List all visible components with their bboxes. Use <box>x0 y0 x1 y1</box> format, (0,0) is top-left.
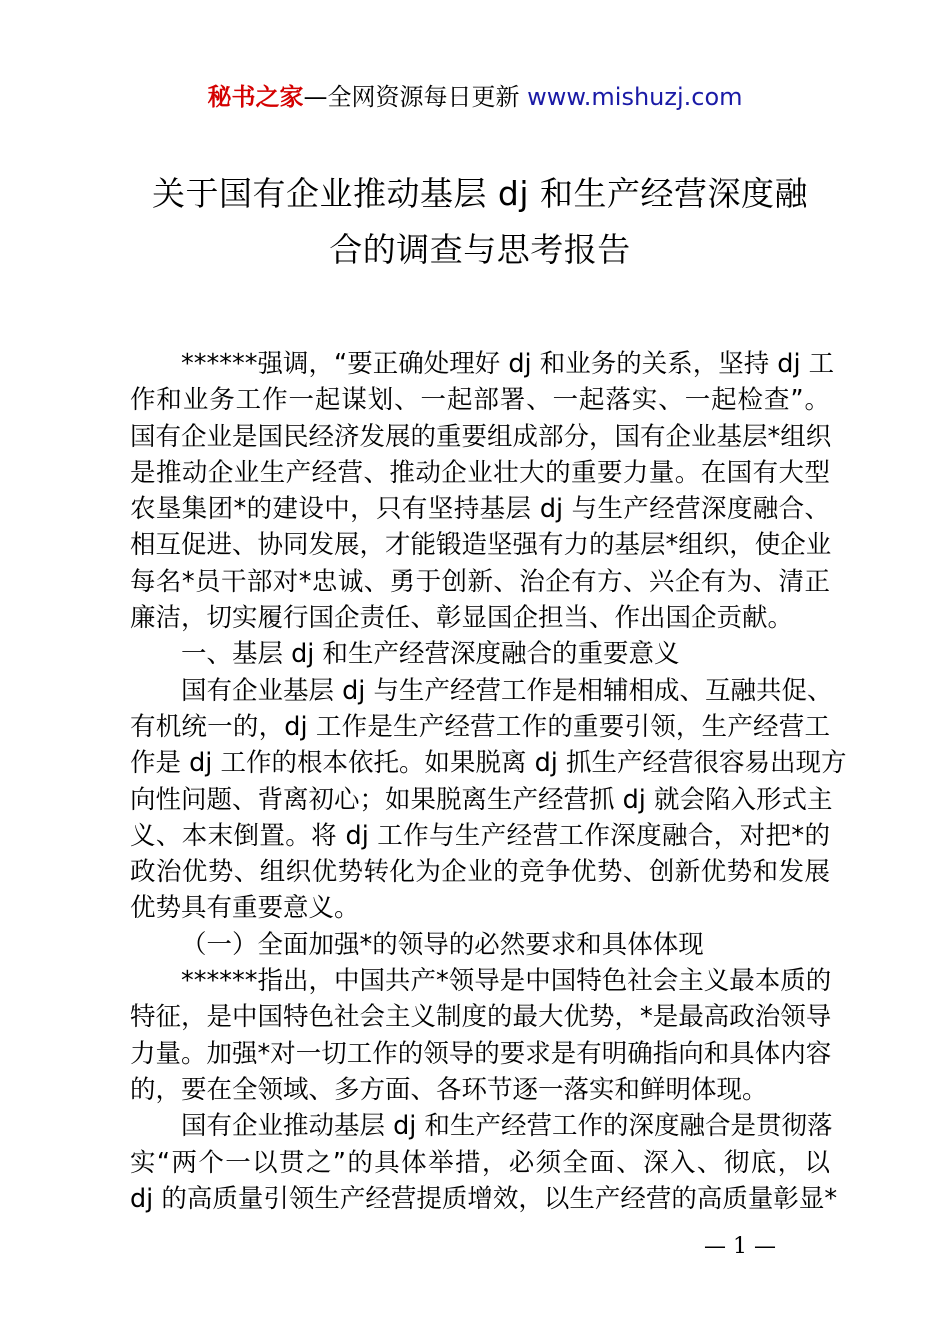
text-line: 作和业务工作一起谋划、一起部署、一起落实、一起检查”。 <box>130 385 830 416</box>
text-line: 力量。加强*对一切工作的领导的要求是有明确指向和具体内容 <box>130 1038 832 1069</box>
paragraph-integration <box>130 1108 838 1217</box>
text-line: dj 的高质量引领生产经营提质增效，以生产经营的高质量彰显* <box>130 1183 838 1214</box>
text-line: 的，要在全领域、多方面、各环节逐一落实和鲜明体现。 <box>130 1074 768 1105</box>
text-line: 国有企业基层 dj 与生产经营工作是相辅相成、互融共促、 <box>181 675 833 706</box>
text-line: 特征，是中国特色社会主义制度的最大优势，*是最高政治领导 <box>130 1002 832 1033</box>
text-line: 是推动企业生产经营、推动企业壮大的重要力量。在国有大型 <box>130 457 830 488</box>
text-line: 廉洁，切实履行国企责任、彰显国企担当、作出国企贡献。 <box>130 603 794 634</box>
text-line: 向性问题、背离初心；如果脱离生产经营抓 dj 就会陷入形式主 <box>130 784 833 815</box>
site-header <box>0 82 950 112</box>
text-line: 政治优势、组织优势转化为企业的竞争优势、创新优势和发展 <box>130 857 830 888</box>
text-line: 优势具有重要意义。 <box>130 893 360 924</box>
section-heading-text: 一、基层 dj 和生产经营深度融合的重要意义 <box>181 639 680 670</box>
text-line: 义、本末倒置。将 dj 工作与生产经营工作深度融合，对把*的 <box>130 820 830 851</box>
paragraph-leadership <box>130 963 830 1108</box>
site-tagline: —全网资源每日更新 <box>303 83 528 111</box>
site-url-link[interactable]: www.mishuzj.com <box>527 83 743 111</box>
document-title-line-2: 合的调查与思考报告 <box>329 230 631 269</box>
text-line: 实“两个一以贯之”的具体举措，必须全面、深入、彻底，以 <box>130 1147 830 1178</box>
text-line: 相互促进、协同发展，才能锻造坚强有力的基层*组织，使企业 <box>130 530 832 561</box>
section-heading-1 <box>130 636 830 672</box>
text-line: 有机统一的，dj 工作是生产经营工作的重要引领，生产经营工 <box>130 711 830 742</box>
document-title <box>130 166 830 278</box>
text-line: ******强调，“要正确处理好 dj 和业务的关系，坚持 dj 工 <box>181 349 835 379</box>
paragraph-intro <box>130 346 835 636</box>
document-title-line-1: 关于国有企业推动基层 dj 和生产经营深度融 <box>151 174 809 213</box>
text-line: 每名*员干部对*忠诚、勇于创新、治企有方、兴企有为、清正 <box>130 566 830 597</box>
subsection-heading-1 <box>130 927 830 963</box>
page-number: — 1 — <box>704 1234 776 1259</box>
paragraph-significance <box>130 673 847 927</box>
text-line: 农垦集团*的建设中，只有坚持基层 dj 与生产经营深度融合、 <box>130 494 830 525</box>
text-line: ******指出，中国共产*领导是中国特色社会主义最本质的 <box>181 966 832 997</box>
document-body <box>130 346 847 1217</box>
text-line: 作是 dj 工作的根本依托。如果脱离 dj 抓生产经营很容易出现方 <box>130 748 847 779</box>
site-brand: 秘书之家 <box>207 83 304 111</box>
text-line: 国有企业推动基层 dj 和生产经营工作的深度融合是贯彻落 <box>181 1111 833 1142</box>
text-line: 国有企业是国民经济发展的重要组成部分，国有企业基层*组织 <box>130 421 832 452</box>
subsection-heading-text: （一）全面加强*的领导的必然要求和具体体现 <box>181 929 704 960</box>
